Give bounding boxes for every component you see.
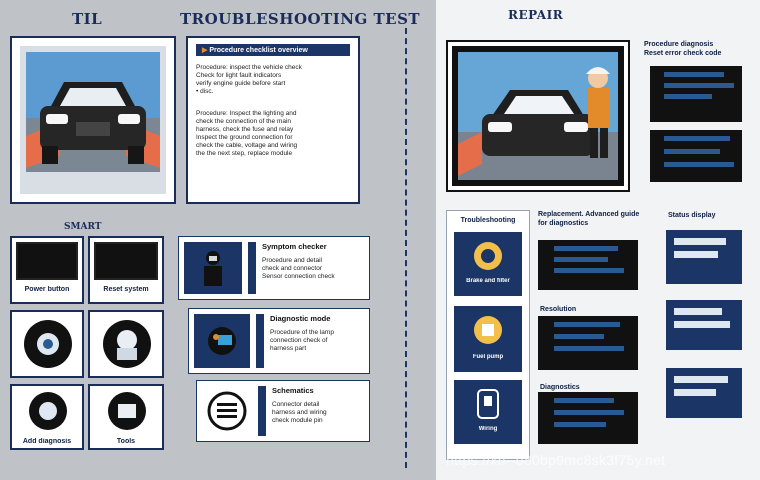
text-line: Inspect the ground connection for [196,134,293,141]
bubble-line [674,376,728,383]
bubble-line [674,251,718,258]
bubble-line [674,389,716,396]
diagnostic-icon [194,314,250,368]
text-line: harness, check the fuse and relay [196,126,294,133]
text-line: Procedure: inspect the vehicle check [196,64,302,71]
text-line: the the next step, replace module [196,150,293,157]
list-header-1: Resolution [540,306,577,313]
status-bubble-3 [666,368,742,418]
status-bubble-1 [666,230,742,284]
text-line: • disc. [196,88,214,95]
list-bar [554,257,608,262]
card-line: Sensor connection check [262,273,335,280]
step2-text [196,110,350,162]
list-bar [554,422,606,427]
list-bar [554,334,604,339]
status-bar [664,72,724,77]
section-sub: Replacement. Advanced guide for diagnostics [538,211,640,227]
panel-banner-text: Procedure checklist overview [209,47,308,54]
card-line: check module pin [272,417,323,424]
status-bar [664,162,734,167]
icons-section-label: SMART [64,222,102,232]
icon-column-label: Troubleshooting [460,217,516,224]
tile-diagnosis[interactable] [10,384,84,450]
icon-brake[interactable] [454,232,522,296]
card-accent [256,314,264,368]
technician-icon [94,316,160,372]
card-line: harness part [270,345,307,352]
tile-reset[interactable] [88,236,164,304]
text-line: Procedure: Inspect the lighting and [196,110,297,117]
status-bubble-2 [666,300,742,350]
right-info-heading [644,40,754,58]
step1-text [196,64,350,100]
info-card-symptom[interactable] [178,236,370,300]
tile-tools[interactable] [88,384,164,450]
left-title-small: TIL [72,10,103,28]
car-front-illustration [20,46,166,194]
monitor-icon [16,242,78,280]
arrow-right-icon: ▶ [202,47,208,54]
card-line: check and connector [262,265,322,272]
status-bar [664,149,720,154]
mechanic-icon [184,242,242,294]
gear-icon [16,316,80,372]
text-line: Check for light fault indicators [196,72,282,79]
grille-icon [202,386,252,436]
monitor-icon [94,242,158,280]
card-title: Diagnostic mode [270,314,331,323]
bubble-line [674,321,730,328]
list-screen-1 [538,240,638,290]
list-header-2: Diagnostics [540,384,580,391]
info-card-schematics[interactable] [196,380,370,442]
list-bar [554,246,618,251]
car-photo-frame [10,36,176,204]
list-bar [554,346,624,351]
card-line: Procedure and detail [262,257,322,264]
info-sub-text: Reset error check code [644,50,722,57]
list-bar [554,398,614,403]
list-screen-2 [538,316,638,370]
tile-label: Reset system [103,286,149,293]
icon-label: Fuel pump [472,354,504,360]
list-bar [554,268,624,273]
watermark: https://xn--o80bp9mc8sk3f75y.net [446,452,666,468]
card-line: Connector detail [272,401,320,408]
tile-gear-b[interactable] [88,310,164,378]
card-title: Symptom checker [262,242,327,251]
tile-gear-a[interactable] [10,310,84,378]
tile-label: Power button [24,286,70,293]
fuel-pump-icon [454,306,522,354]
tile-label: Add diagnosis [22,438,72,445]
wiring-icon [454,380,522,426]
status-screen-1 [650,66,742,122]
card-line: Procedure of the lamp [270,329,334,336]
text-line: verify engine guide before start [196,80,286,87]
diagnosis-icon [16,390,80,432]
icon-wiring[interactable] [454,380,522,444]
tile-power[interactable] [10,236,84,304]
card-line: connection check of [270,337,328,344]
right-title: REPAIR [508,8,564,22]
list-screen-3 [538,392,638,444]
text-line: check the connection of the main [196,118,292,125]
info-heading-text: Procedure diagnosis [644,41,714,48]
card-title: Schematics [272,386,314,395]
side-label: Status display [668,212,716,219]
brake-icon [454,232,522,278]
card-line: harness and wiring [272,409,327,416]
status-bar [664,94,712,99]
list-bar [554,410,624,415]
bubble-line [674,308,722,315]
center-divider [405,28,407,468]
icon-label: Wiring [478,426,498,432]
left-title-main: TROUBLESHOOTING TEST [180,10,421,28]
card-accent [258,386,266,436]
status-bar [664,136,730,141]
panel-banner [196,44,350,56]
list-bar [554,322,620,327]
status-screen-2 [650,130,742,182]
bubble-line [674,238,726,245]
status-bar [664,83,734,88]
icon-label: Brake and filter [466,278,510,284]
tools-icon [94,390,160,432]
mechanic-photo-frame [446,40,630,192]
tile-label: Tools [116,438,136,445]
icon-fuel[interactable] [454,306,522,372]
mechanic-car-illustration [452,46,624,186]
text-line: check the cable, voltage and wiring [196,142,298,149]
procedure-text-panel [186,36,360,204]
card-accent [248,242,256,294]
info-card-diagnostic[interactable] [188,308,370,374]
